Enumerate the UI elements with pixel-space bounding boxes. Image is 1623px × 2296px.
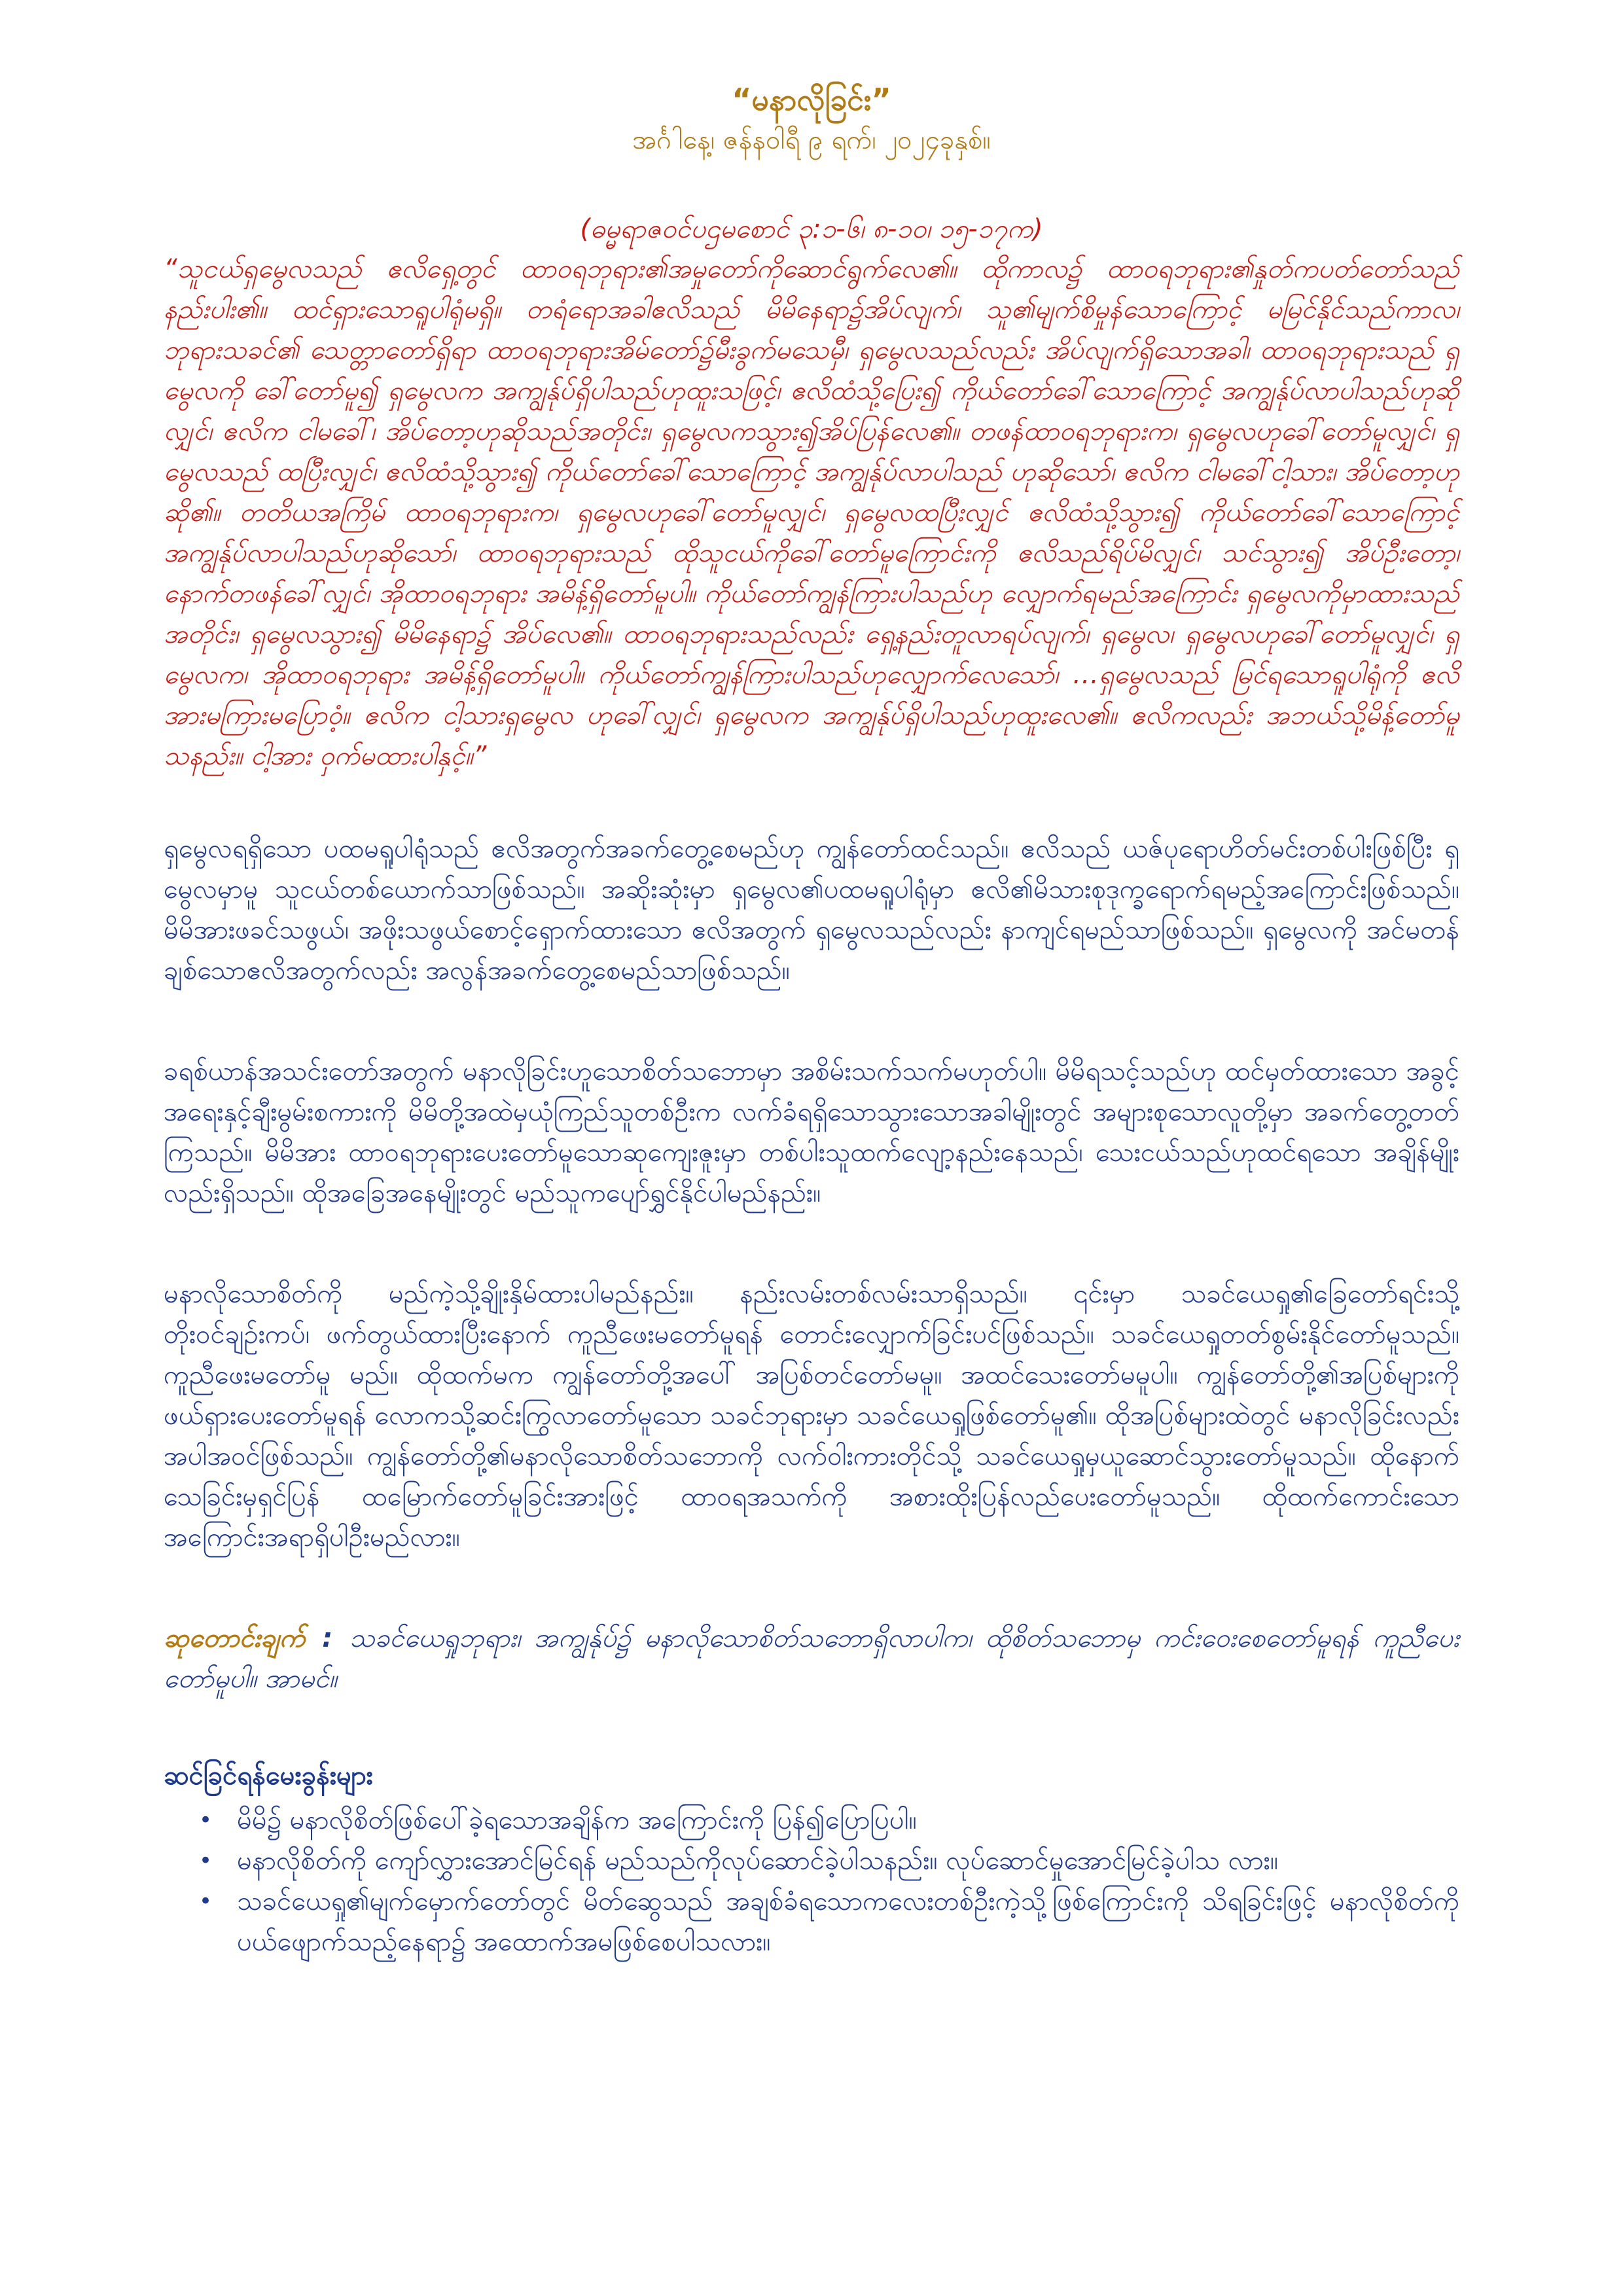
prayer-section bbox=[164, 1618, 1459, 1699]
devotional-title: “မနာလိုခြင်း” bbox=[732, 82, 891, 117]
list-item bbox=[199, 1840, 1459, 1881]
question-text-3: သခင်ယေရှု၏မျက်မှောက်တော်တွင် မိတ်ဆွေသည် အချစ်ခံရသောကလေးတစ်ဦးကဲ့သို့ဖြစ်ကြောင်းကို သိရခြင်းဖြင့် မနာလိုစိတ်ကို ပယ်ဖျောက်သည့်နေရာ၌ အထောက်အမဖြစ်စေပါသလား။ bbox=[237, 1886, 1459, 1957]
question-text-1: မိမိ၌ မနာလိုစိတ်ဖြစ်ပေါ်ခဲ့ရသောအချိန်က အကြောင်းကို ပြန်၍ပြောပြပါ။ bbox=[237, 1805, 917, 1835]
bullet-icon: • bbox=[199, 1848, 213, 1874]
body-paragraph-2: ခရစ်ယာန်အသင်းတော်အတွက် မနာလိုခြင်းဟူသောစိတ်သဘောမှာ အစိမ်းသက်သက်မဟုတ်ပါ။ မိမိရသင့်သည်ဟု ထင်မှတ်ထားသော အခွင့် အရေးနှင့်ချီးမွမ်းစကားကို မိမိတို့အထဲမှယုံကြည်သူတစ်ဦးက လက်ခံရရှိသောသွားသောအခါမျိုးတွင် အများစုသောလူတို့မှာ အခက်တွေ့တတ် ကြသည်။ မိမိအား ထာဝရဘုရားပေးတော်မူသောဆုကျေးဇူးမှာ တစ်ပါးသူထက်လျော့နည်းနေသည်၊ သေးငယ်သည်ဟုထင်ရသော အချိန်မျိုး လည်းရှိသည်။ ထိုအခြေအနေမျိုးတွင် မည်သူကပျော်ရွှင်နိုင်ပါမည်နည်း။ bbox=[164, 1056, 1459, 1208]
prayer-text: သခင်ယေရှုဘုရား၊ အကျွန်ုပ်၌ မနာလိုသောစိတ်သဘောရှိလာပါက၊ ထိုစိတ်သဘောမှ ကင်းဝေးစေတော်မူရန် ကူညီပေးတော်မူပါ။ အာမင်။ bbox=[164, 1623, 1459, 1694]
prayer-colon: : bbox=[322, 1623, 333, 1653]
reflection-questions-list bbox=[164, 1800, 1459, 1962]
reflection-questions-heading: ဆင်ခြင်ရန်မေးခွန်းများ bbox=[164, 1761, 373, 1791]
devotional-date: အင်္ဂါနေ့၊ ဇန်နဝါရီ ၉ ရက်၊ ၂၀၂၄ခုနှစ်။ bbox=[632, 125, 991, 155]
list-item bbox=[199, 1881, 1459, 1962]
bullet-icon: • bbox=[199, 1888, 213, 1914]
scripture-reference: (ဓမ္မရာဇဝင်ပဌမစောင် ၃:၁-၆၊ ၈-၁၀၊ ၁၅-၁၇က) bbox=[580, 214, 1043, 244]
body-paragraph-3: မနာလိုသောစိတ်ကို မည်ကဲ့သို့ချိုးနှိမ်ထားပါမည်နည်း။ နည်းလမ်းတစ်လမ်းသာရှိသည်။ ၎င်းမှာ သခင်ယေရှု၏ခြေတော်ရင်းသို့ တိုးဝင်ချဉ်းကပ်၊ ဖက်တွယ်ထားပြီးနောက် ကူညီဖေးမတော်မူရန် တောင်းလျှောက်ခြင်းပင်ဖြစ်သည်။ သခင်ယေရှုတတ်စွမ်းနိုင်တော်မူသည်။ ကူညီဖေးမတော်မူ မည်။ ထိုထက်မက ကျွန်တော်တို့အပေါ် အပြစ်တင်တော်မမူ။ အထင်သေးတော်မမူပါ။ ကျွန်တော်တို့၏အပြစ်များကို ဖယ်ရှားပေးတော်မူရန် လောကသို့ဆင်းကြွလာတော်မူသော သခင်ဘုရားမှာ သခင်ယေရှုဖြစ်တော်မူ၏။ ထိုအပြစ်များထဲတွင် မနာလိုခြင်းလည်း အပါအဝင်ဖြစ်သည်။ ကျွန်တော်တို့၏မနာလိုသောစိတ်သဘောကို လက်ဝါးကားတိုင်သို့ သခင်ယေရှုမှယူဆောင်သွားတော်မူသည်။ ထိုနောက် သေခြင်းမှရှင်ပြန် ထမြောက်တော်မူခြင်းအားဖြင့် ထာဝရအသက်ကို အစားထိုးပြန်လည်ပေးတော်မူသည်။ ထိုထက်ကောင်းသောအကြောင်းအရာရှိပါဦးမည်လား။ bbox=[164, 1279, 1459, 1552]
list-item bbox=[199, 1800, 1459, 1840]
prayer-label: ဆုတောင်းချက် bbox=[164, 1623, 306, 1653]
scripture-passage: “သူငယ်ရှမွေလသည် ဧလိရှေ့တွင် ထာဝရဘုရား၏အမှုတော်ကိုဆောင်ရွက်လေ၏။ ထိုကာလ၌ ထာဝရဘုရား၏နှုတ်ကပတ်တော်သည် နည်းပါး၏။ ထင်ရှားသောရူပါရုံမရှိ။ တရံရောအခါဧလိသည် မိမိနေရာ၌အိပ်လျက်၊ သူ၏မျက်စိမှုန်သောကြောင့် မမြင်နိုင်သည်ကာလ၊ ဘုရားသခင်၏ သေတ္တာတော်ရှိရာ ထာဝရဘုရားအိမ်တော်၌မီးခွက်မသေမှီ၊ ရှမွေလသည်လည်း အိပ်လျက်ရှိသောအခါ၊ ထာဝရဘုရားသည် ရှမွေလကို ခေါ်တော်မူ၍ ရှမွေလက အကျွန်ုပ်ရှိပါသည်ဟုထူးသဖြင့်၊ ဧလိထံသို့ပြေး၍ ကိုယ်တော်ခေါ်သောကြောင့် အကျွန်ုပ်လာပါသည်ဟုဆိုလျှင်၊ ဧလိက ငါမခေါ်၊ အိပ်တော့ဟုဆိုသည်အတိုင်း၊ ရှမွေလကသွား၍အိပ်ပြန်လေ၏။ တဖန်ထာဝရဘုရားက၊ ရှမွေလဟုခေါ်တော်မူလျှင်၊ ရှမွေလသည် ထပြီးလျှင်၊ ဧလိထံသို့သွား၍ ကိုယ်တော်ခေါ်သောကြောင့် အကျွန်ုပ်လာပါသည် ဟုဆိုသော်၊ ဧလိက ငါမခေါ်ငါ့သား၊ အိပ်တော့ဟုဆို၏။ တတိယအကြိမ် ထာဝရဘုရားက၊ ရှမွေလဟုခေါ်တော်မူလျှင်၊ ရှမွေလထပြီးလျှင် ဧလိထံသို့သွား၍ ကိုယ်တော်ခေါ်သောကြောင့် အကျွန်ုပ်လာပါသည်ဟုဆိုသော်၊ ထာဝရဘုရားသည် ထိုသူငယ်ကိုခေါ်တော်မူကြောင်းကို ဧလိသည်ရိပ်မိလျှင်၊ သင်သွား၍ အိပ်ဦးတော့၊ နောက်တဖန်ခေါ်လျှင်၊ အိုထာဝရဘုရား အမိန့်ရှိတော်မူပါ။ ကိုယ်တော်ကျွန်ကြားပါသည်ဟု လျှောက်ရမည်အကြောင်း ရှမွေလကိုမှာထားသည်အတိုင်း၊ ရှမွေလသွား၍ မိမိနေရာ၌ အိပ်လေ၏။ ထာဝရဘုရားသည်လည်း ရှေ့နည်းတူလာရပ်လျက်၊ ရှမွေလ၊ ရှမွေလဟုခေါ်တော်မူလျှင်၊ ရှမွေလက၊ အိုထာဝရဘုရား အမိန့်ရှိတော်မူပါ။ ကိုယ်တော်ကျွန်ကြားပါသည်ဟုလျှောက်လေသော်၊ …ရှမွေလသည် မြင်ရသောရူပါရုံကို ဧလိအားမကြားမပြောဝံ့။ ဧလိက ငါ့သားရှမွေလ ဟုခေါ်လျှင်၊ ရှမွေလက အကျွန်ုပ်ရှိပါသည်ဟုထူးလေ၏။ ဧလိကလည်း အဘယ်သို့မိန့်တော်မူသနည်း။ ငါ့အား ဝှက်မထားပါနှင့်။” bbox=[164, 254, 1460, 771]
body-paragraph-1: ရှမွေလရရှိသော ပထမရူပါရုံသည် ဧလိအတွက်အခက်တွေ့စေမည်ဟု ကျွန်တော်ထင်သည်။ ဧလိသည် ယဇ်ပုရောဟိတ်မင်းတစ်ပါးဖြစ်ပြီး ရှမွေလမှာမူ သူငယ်တစ်ယောက်သာဖြစ်သည်။ အဆိုးဆုံးမှာ ရှမွေလ၏ပထမရူပါရုံမှာ ဧလိ၏မိသားစုဒုက္ခရောက်ရမည့်အကြောင်းဖြစ်သည်။ မိမိအားဖခင်သဖွယ်၊ အဖိုးသဖွယ်စောင့်ရှောက်ထားသော ဧလိအတွက် ရှမွေလသည်လည်း နာကျင်ရမည်သာဖြစ်သည်။ ရှမွေလကို အင်မတန် ချစ်သောဧလိအတွက်လည်း အလွန်အခက်တွေ့စေမည်သာဖြစ်သည်။ bbox=[164, 834, 1459, 986]
question-text-2: မနာလိုစိတ်ကို ကျော်လွှားအောင်မြင်ရန် မည်သည်ကိုလုပ်ဆောင်ခဲ့ပါသနည်း။ လုပ်ဆောင်မှုအောင်မြင်ခဲ့ပါသ လား။ bbox=[237, 1846, 1278, 1876]
bullet-icon: • bbox=[199, 1807, 213, 1833]
